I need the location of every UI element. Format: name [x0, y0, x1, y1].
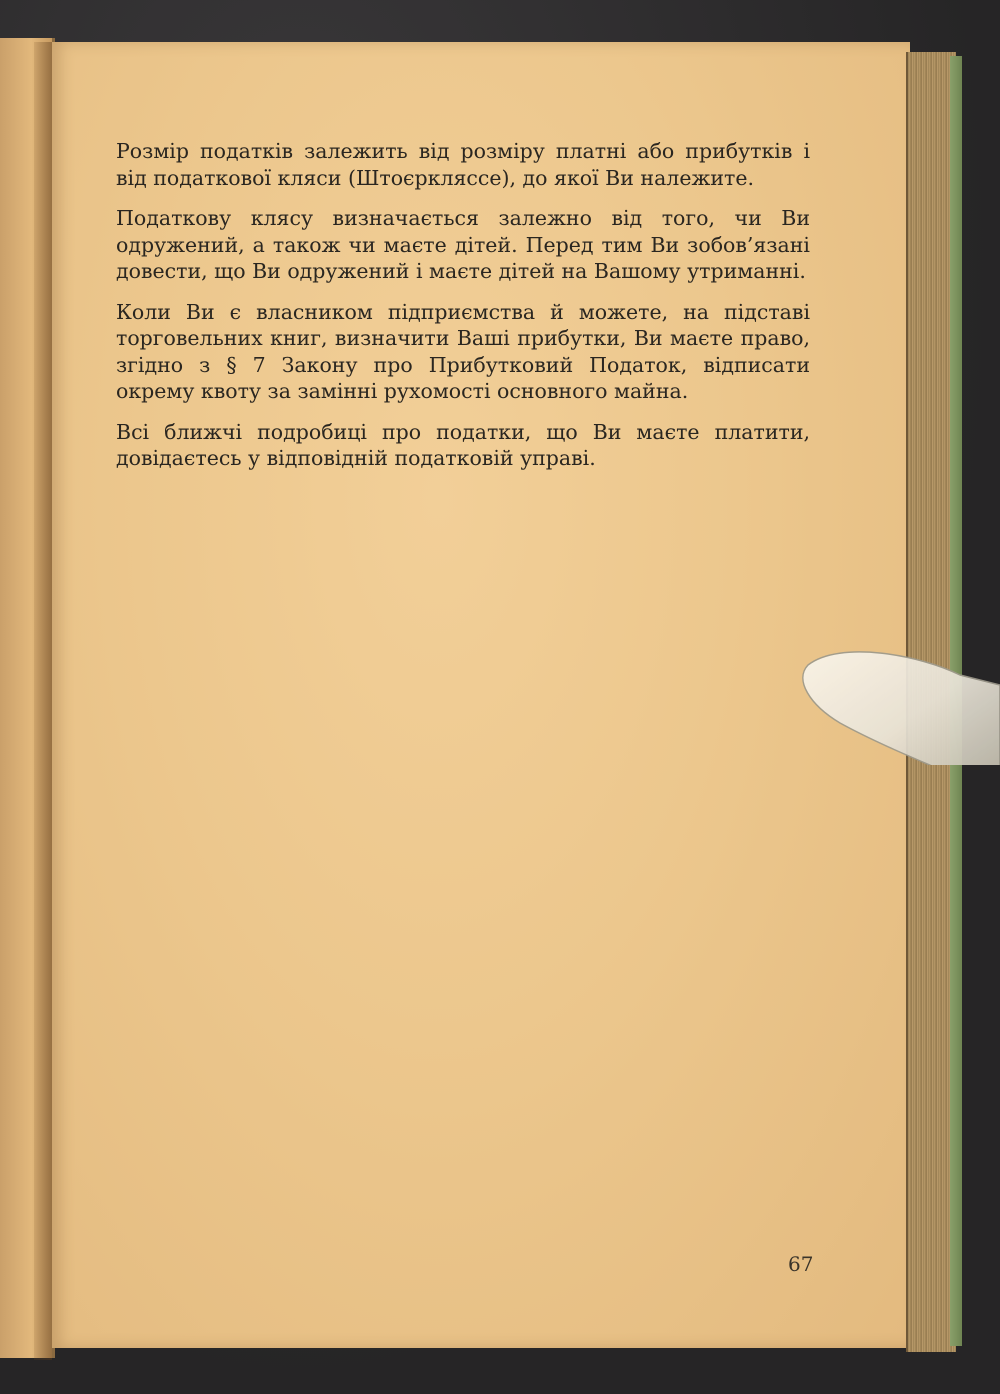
body-text — [116, 138, 810, 486]
page-gutter-shadow — [34, 42, 52, 1360]
paragraph-1: Розмір податків залежить від розміру платні або прибутків і від податкової кляси (Штоєркляссе), до якої Ви належите. — [116, 139, 810, 190]
paragraph-2: Податкову клясу визначається залежно від того, чи Ви одружений, а також чи маєте дітей. Перед тим Ви зобов’язані довести, що Ви одружений і маєте дітей на Вашому утриманні. — [116, 206, 810, 283]
paragraph-4: Всі ближчі подробиці про податки, що Ви маєте платити, довідаєтесь у відповідній податковій управі. — [116, 419, 810, 470]
paragraph-3: Коли Ви є власником підприємства й можете, на підставі торговельних книг, визначити Ваші прибутки, Ви маєте право, згідно з § 7 Закону про Прибутковий Податок, відписати окрему квоту за замінні рухомості основного майна. — [116, 299, 810, 403]
page-number: 67 — [788, 1252, 814, 1276]
bookmark-clip — [800, 645, 1000, 765]
